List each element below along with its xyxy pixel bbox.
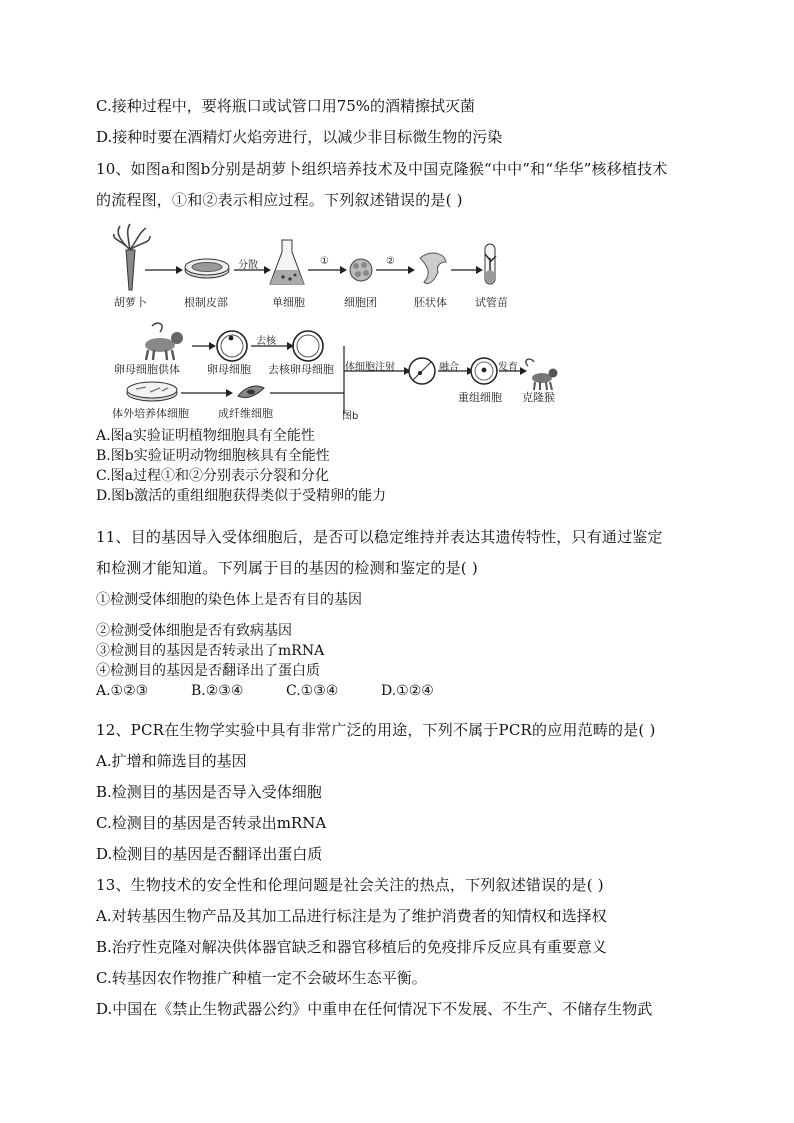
fig-b-arrow-develop: 发育 (498, 362, 518, 373)
fig-a-label-single-cell: 单细胞 (272, 296, 305, 309)
enucleated-oocyte-icon (293, 331, 323, 361)
petri-dish-icon (185, 259, 229, 278)
fig-b-arrow-fusion: 融合 (439, 362, 459, 373)
q9-option-d: D.接种时要在酒精灯火焰旁进行，以减少非目标微生物的污染 (96, 128, 503, 146)
q11-item-2: ②检测受体细胞是否有致病基因 (96, 623, 292, 639)
q11-option-d: D.①②④ (381, 683, 434, 699)
q12-option-b: B.检测目的基因是否导入受体细胞 (96, 783, 322, 801)
q11-option-b: B.②③④ (191, 683, 244, 699)
fig-b-label-oocyte-donor: 卵母细胞供体 (114, 363, 180, 376)
injection-cell-icon (409, 358, 435, 384)
q11-options (96, 681, 476, 701)
fig-a-label-carrot: 胡萝卜 (114, 296, 147, 309)
cloned-monkey-icon (526, 359, 558, 390)
q12-option-a: A.扩增和筛选目的基因 (96, 752, 247, 770)
q10-option-c: C.图a过程①和②分别表示分裂和分化 (96, 468, 330, 484)
q12-stem: 12、PCR在生物学实验中具有非常广泛的用途，下列不属于PCR的应用范畴的是( ) (96, 721, 656, 739)
fig-a-label-root-phloem: 根制皮部 (184, 296, 228, 309)
fig-b-label-cultured-somatic-cell: 体外培养体细胞 (112, 407, 189, 420)
q11-item-3: ③检测目的基因是否转录出了mRNA (96, 643, 325, 659)
q11-stem-line2: 和检测才能知道。下列属于目的基因的检测和鉴定的是( ) (96, 559, 478, 577)
q12-option-c: C.检测目的基因是否转录出mRNA (96, 814, 327, 832)
q10-option-d: D.图b激活的重组细胞获得类似于受精卵的能力 (96, 488, 387, 504)
q10-stem-line2: 的流程图，①和②表示相应过程。下列叙述错误的是( ) (96, 191, 463, 209)
reconstructed-cell-icon (471, 358, 497, 384)
test-tube-seedling-icon (485, 244, 496, 284)
q13-option-c: C.转基因农作物推广种植一定不会破坏生态平衡。 (96, 969, 427, 987)
flask-icon (270, 240, 304, 284)
q10-option-a: A.图a实验证明植物细胞具有全能性 (96, 428, 315, 444)
fig-a-label-cell-mass: 细胞团 (344, 296, 377, 309)
fig-b-label-oocyte: 卵母细胞 (207, 363, 251, 376)
fig-a-arrow-disperse: 分散 (238, 260, 258, 271)
q13-option-a: A.对转基因生物产品及其加工品进行标注是为了维护消费者的知情权和选择权 (96, 907, 607, 925)
q12-option-d: D.检测目的基因是否翻译出蛋白质 (96, 845, 323, 863)
fig-a-arrow-process-2: ② (386, 256, 395, 267)
fibroblast-icon (238, 386, 264, 398)
fig-b-caption-cut: 图b (342, 411, 359, 422)
fig-b-label-reconstructed-cell: 重组细胞 (458, 391, 502, 404)
q13-option-b: B.治疗性克隆对解决供体器官缺乏和器官移植后的免疫排斥反应具有重要意义 (96, 938, 607, 956)
fig-b-arrow-enucleate: 去核 (256, 336, 276, 347)
cell-cluster-icon (350, 259, 372, 281)
fig-b-arrow-somatic-injection: 体细胞注射 (345, 362, 395, 373)
q10-stem-line1: 10、如图a和图b分别是胡萝卜组织培养技术及中国克隆猴“中中”和“华华”核移植技术 (96, 160, 668, 178)
fig-a-label-embryoid: 胚状体 (414, 296, 447, 309)
embryoid-icon (420, 253, 446, 283)
oocyte-icon (217, 331, 247, 361)
monkey-donor-icon (145, 323, 183, 360)
q13-option-d: D.中国在《禁止生物武器公约》中重申在任何情况下不发展、不生产、不储存生物武 (96, 1000, 653, 1018)
q9-option-c: C.接种过程中，要将瓶口或试管口用75%的酒精擦拭灭菌 (96, 97, 476, 115)
q11-item-4: ④检测目的基因是否翻译出了蛋白质 (96, 663, 320, 679)
q11-stem-line1: 11、目的基因导入受体细胞后，是否可以稳定维持并表达其遗传特性，只有通过鉴定 (96, 528, 663, 546)
fig-a-label-test-tube-seedling: 试管苗 (475, 296, 508, 309)
q11-item-1: ①检测受体细胞的染色体上是否有目的基因 (96, 592, 362, 608)
q11-option-c: C.①③④ (286, 683, 339, 699)
fig-b-label-enucleated-oocyte: 去核卵母细胞 (268, 363, 334, 376)
fig-a-arrow-process-1: ① (320, 256, 329, 267)
fig-b-label-fibroblast: 成纤维细胞 (218, 407, 273, 420)
q10-option-b: B.图b实验证明动物细胞核具有全能性 (96, 448, 330, 464)
carrot-icon (114, 224, 150, 290)
q13-stem: 13、生物技术的安全性和伦理问题是社会关注的热点，下列叙述错误的是( ) (96, 876, 604, 894)
fig-b-label-cloned-monkey: 克隆猴 (522, 391, 555, 404)
q11-option-a: A.①②③ (96, 683, 149, 699)
culture-dish-icon (127, 382, 177, 401)
